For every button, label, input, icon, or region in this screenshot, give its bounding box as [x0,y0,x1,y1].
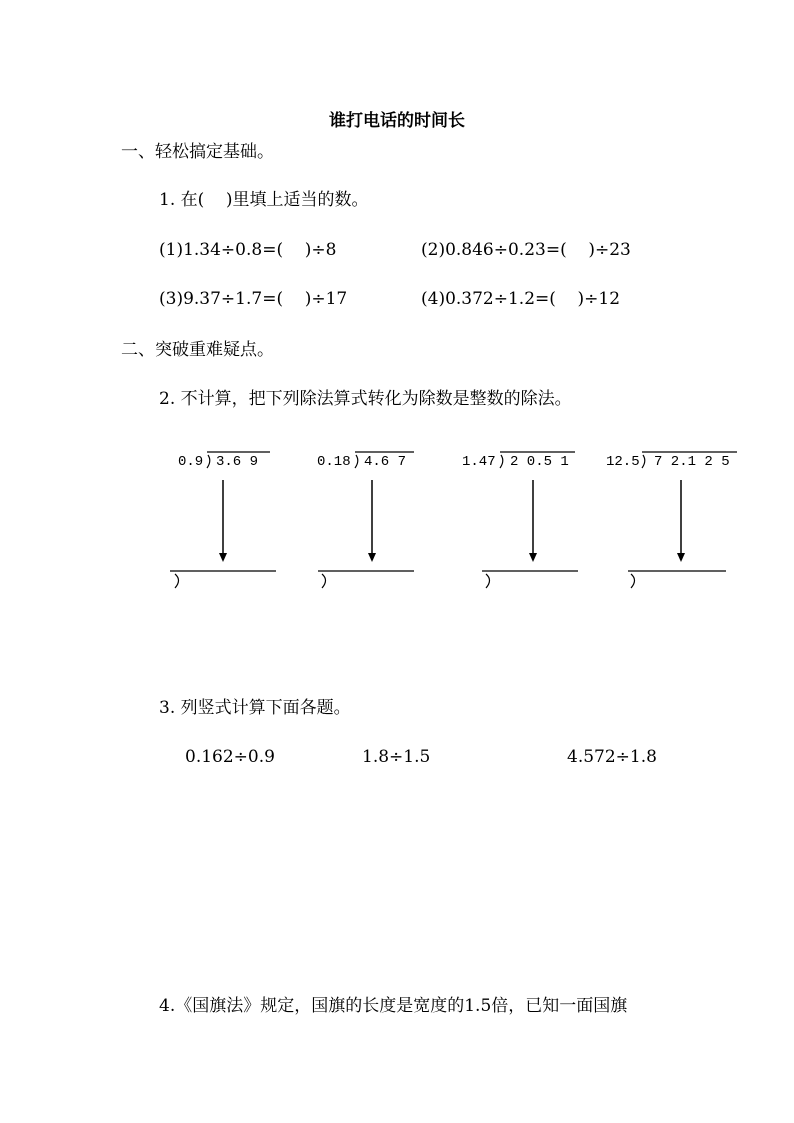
division-2 [318,452,414,588]
answer-bracket-1 [175,574,179,588]
divisor-4: 12.5 [606,454,640,470]
q1-item-1: (1)1.34÷0.8=( )÷8 [159,240,337,260]
q1-item-3: (3)9.37÷1.7=( )÷17 [159,289,348,309]
arrow-head-2 [368,553,376,562]
q1-prompt: 1. 在( )里填上适当的数。 [159,190,369,210]
section2-heading: 二、突破重难疑点。 [121,340,274,360]
q1-item-4: (4)0.372÷1.2=( )÷12 [421,289,621,309]
divisor-2: 0.18 [317,454,351,470]
answer-bracket-2 [322,574,326,588]
q3-item-1: 0.162÷0.9 [185,747,275,767]
division-3 [482,452,578,588]
dividend-4: 7 2.1 2 5 [654,454,730,470]
q3-prompt: 3. 列竖式计算下面各题。 [159,698,351,718]
answer-bracket-3 [486,574,490,588]
q3-item-2: 1.8÷1.5 [362,747,431,767]
q3-item-3: 4.572÷1.8 [567,747,657,767]
divisor-3: 1.47 [462,454,496,470]
division-1 [170,452,276,588]
dividend-1: 3.6 9 [216,454,259,470]
divisor-1: 0.9 [178,454,204,470]
page-title: 谁打电话的时间长 [329,111,465,131]
q4-prompt: 4.《国旗法》规定，国旗的长度是宽度的1.5倍，已知一面国旗 [159,996,628,1016]
dividend-3: 2 0.5 1 [510,454,569,470]
dividend-2: 4.6 7 [364,454,407,470]
answer-bracket-4 [631,574,635,588]
arrow-head-4 [677,553,685,562]
q1-item-2: (2)0.846÷0.23=( )÷23 [421,240,631,260]
division-4 [628,452,737,588]
section1-heading: 一、轻松搞定基础。 [121,142,274,162]
q2-prompt: 2. 不计算，把下列除法算式转化为除数是整数的除法。 [159,389,572,409]
arrow-head-1 [219,553,227,562]
arrow-head-3 [529,553,537,562]
